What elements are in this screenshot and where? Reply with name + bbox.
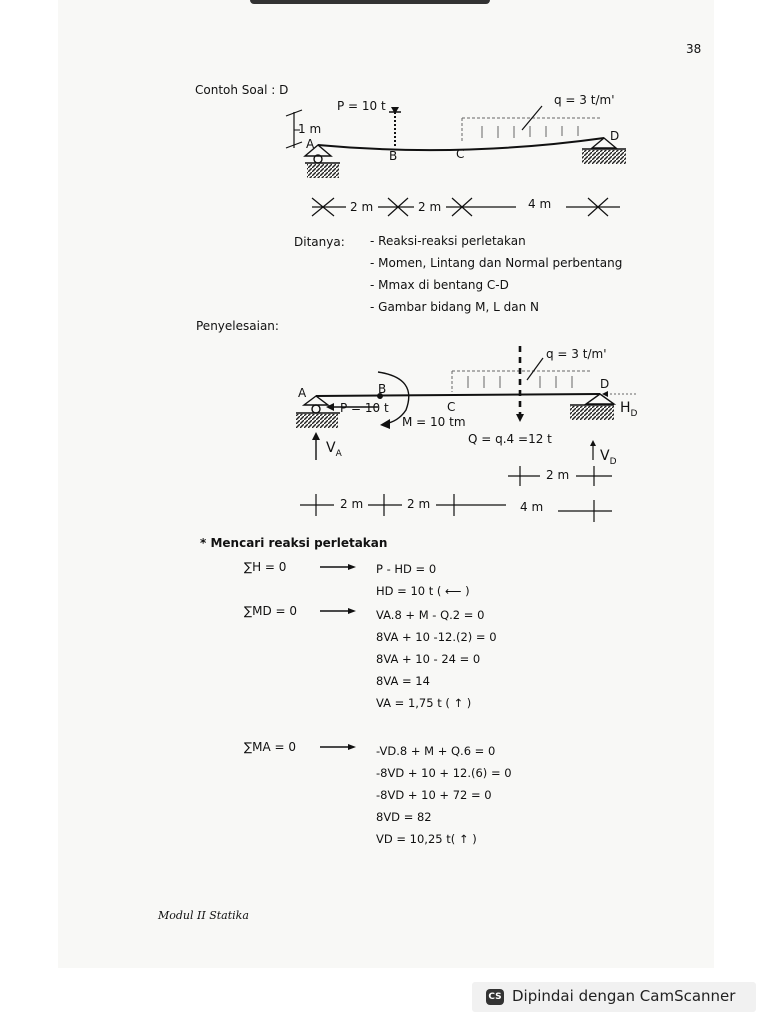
equation-line: VA = 1,75 t ( ↑ ) — [376, 696, 472, 710]
camscanner-logo-icon: CS — [486, 989, 504, 1005]
equation-line: HD = 10 t ( ⟵ ) — [376, 584, 470, 598]
asked-item: - Reaksi-reaksi perletakan — [370, 234, 526, 248]
solution-label: Penyelesaian: — [196, 319, 279, 333]
fig1-point-d: D — [610, 129, 620, 143]
fig2-span-1: 2 m — [340, 497, 364, 511]
fig2-point-d: D — [600, 377, 610, 391]
sum-md-label: ∑MD = 0 — [244, 604, 297, 618]
fig1-span-3: 4 m — [528, 197, 552, 211]
equation-line: P - HD = 0 — [376, 562, 437, 576]
fig2-va-label: $V_A$ — [326, 440, 342, 459]
fig1-load-p: P = 10 t — [337, 99, 386, 113]
fig1-span-1: 2 m — [350, 200, 374, 214]
fig2-half-span: 2 m — [546, 468, 570, 482]
equation-line: 8VA = 14 — [376, 674, 430, 688]
fig2-span-3: 4 m — [520, 500, 544, 514]
equation-line: 8VD = 82 — [376, 810, 432, 824]
equation-line: -VD.8 + M + Q.6 = 0 — [376, 744, 496, 758]
section-title: * Mencari reaksi perletakan — [200, 536, 388, 550]
fig1-point-a: A — [306, 137, 315, 151]
fig1-height: 1 m — [298, 122, 322, 136]
asked-item: - Momen, Lintang dan Normal perbentang — [370, 256, 623, 270]
fig1-load-q: q = 3 t/m' — [554, 93, 615, 107]
fig2-resultant: Q = q.4 =12 t — [468, 432, 552, 446]
fig2-vd-label: $V_D$ — [600, 448, 617, 467]
footer-module: Modul II Statika — [158, 909, 249, 922]
fig2-span-2: 2 m — [407, 497, 431, 511]
equation-line: 8VA + 10 - 24 = 0 — [376, 652, 481, 666]
example-title: Contoh Soal : D — [195, 83, 289, 97]
fig2-point-a: A — [298, 386, 307, 400]
equation-line: 8VA + 10 -12.(2) = 0 — [376, 630, 497, 644]
equation-line: VA.8 + M - Q.2 = 0 — [376, 608, 485, 622]
fig2-point-b: B — [378, 382, 387, 396]
asked-item: - Gambar bidang M, L dan N — [370, 300, 540, 314]
camscanner-watermark — [472, 982, 756, 1012]
asked-item: - Mmax di bentang C-D — [370, 278, 509, 292]
equation-line: VD = 10,25 t( ↑ ) — [376, 832, 477, 846]
equation-line: -8VD + 10 + 12.(6) = 0 — [376, 766, 512, 780]
fig1-span-2: 2 m — [418, 200, 442, 214]
sum-ma-label: ∑MA = 0 — [244, 740, 296, 754]
camscanner-text: Dipindai dengan CamScanner — [512, 987, 736, 1005]
fig2-point-c: C — [447, 400, 456, 414]
fig2-load-p: P = 10 t — [340, 401, 389, 415]
fig2-hd-label: $H_D$ — [620, 400, 638, 419]
fig1-point-c: C — [456, 147, 465, 161]
sum-h-label: ∑H = 0 — [244, 560, 287, 574]
fig2-load-q: q = 3 t/m' — [546, 347, 607, 361]
page-number: 38 — [686, 42, 702, 56]
fig2-moment: M = 10 tm — [402, 415, 466, 429]
equation-line: -8VD + 10 + 72 = 0 — [376, 788, 492, 802]
asked-label: Ditanya: — [294, 235, 345, 249]
fig1-point-b: B — [389, 149, 398, 163]
